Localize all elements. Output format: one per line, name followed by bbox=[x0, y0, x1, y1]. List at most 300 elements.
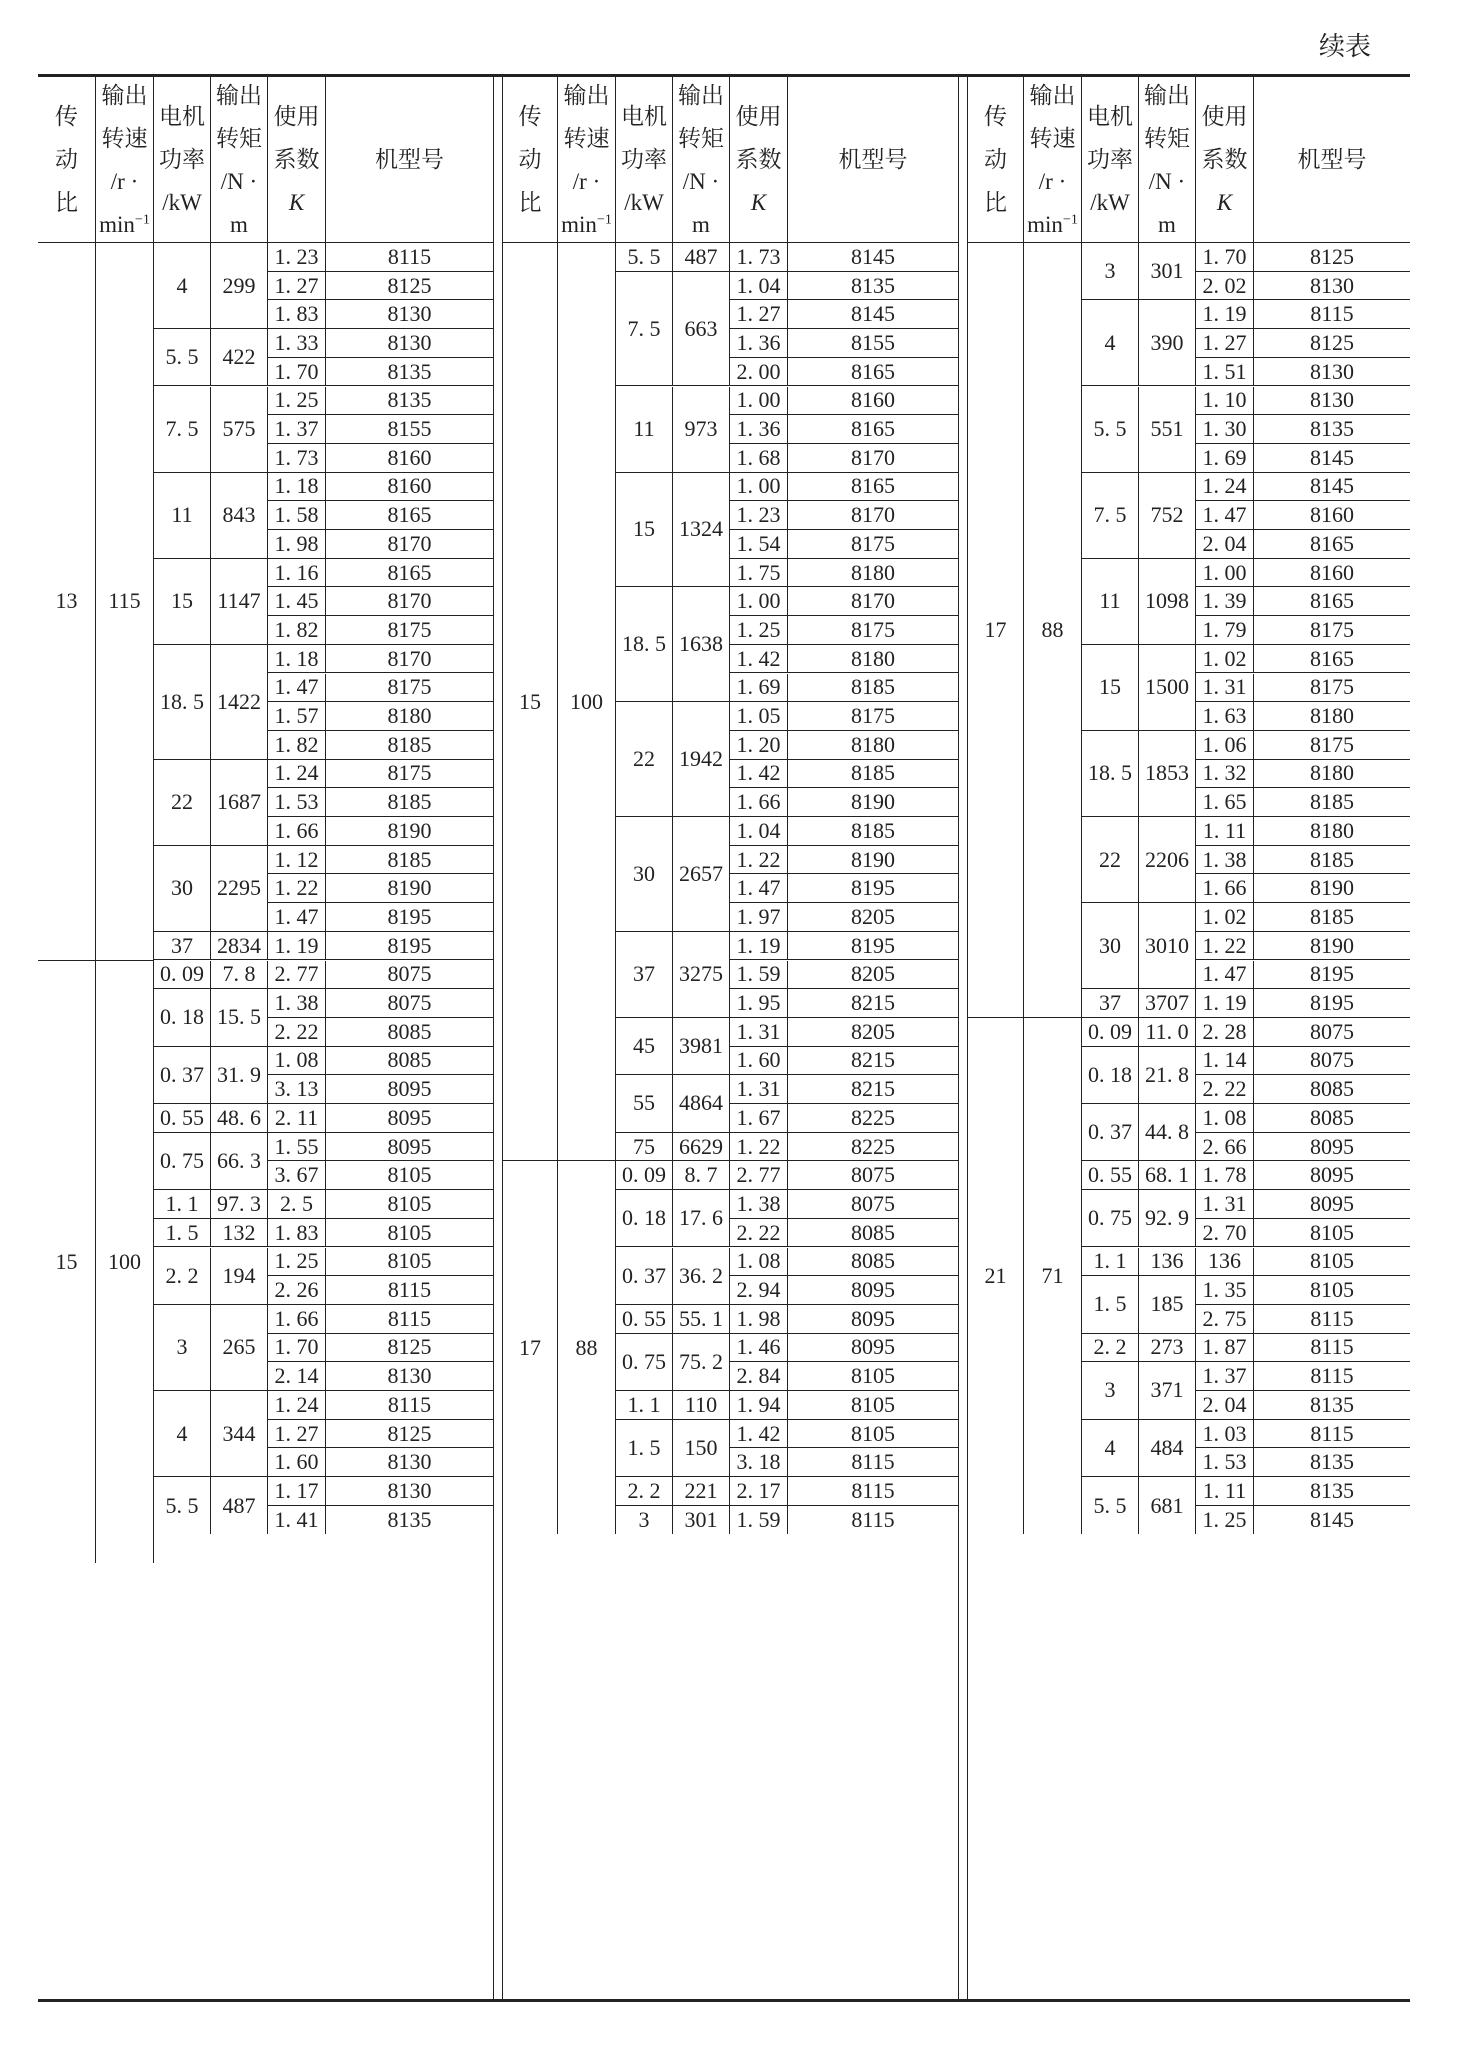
factor-cell: 1. 31 bbox=[1196, 1190, 1254, 1219]
torque-cell: 1687 bbox=[211, 760, 268, 846]
model-cell: 8165 bbox=[788, 473, 958, 502]
model-cell: 8085 bbox=[1254, 1104, 1410, 1133]
factor-cell: 2. 94 bbox=[730, 1276, 788, 1305]
factor-cell: 1. 47 bbox=[268, 674, 326, 703]
factor-cell: 1. 73 bbox=[730, 243, 788, 272]
power-cell: 3 bbox=[616, 1506, 673, 1535]
factor-cell: 1. 25 bbox=[268, 387, 326, 416]
model-cell: 8195 bbox=[326, 903, 493, 932]
ratio-cell: 15 bbox=[38, 961, 96, 1564]
factor-cell: 1. 73 bbox=[268, 444, 326, 473]
model-cell: 8165 bbox=[1254, 530, 1410, 559]
factor-cell: 1. 47 bbox=[1196, 961, 1254, 990]
factor-cell: 1. 17 bbox=[268, 1477, 326, 1506]
power-cell: 22 bbox=[1082, 817, 1139, 903]
factor-cell: 1. 78 bbox=[1196, 1161, 1254, 1190]
header-factor: 使用 系数 K bbox=[1196, 77, 1254, 243]
model-cell: 8195 bbox=[1254, 989, 1410, 1018]
torque-cell: 132 bbox=[211, 1219, 268, 1248]
power-cell: 11 bbox=[1082, 559, 1139, 645]
model-cell: 8115 bbox=[1254, 1362, 1410, 1391]
factor-cell: 1. 05 bbox=[730, 702, 788, 731]
factor-cell: 2. 77 bbox=[268, 961, 326, 990]
header-ratio: 传 动 比 bbox=[503, 77, 558, 243]
model-cell: 8130 bbox=[326, 1477, 493, 1506]
model-cell: 8175 bbox=[326, 760, 493, 789]
torque-cell: 7. 8 bbox=[211, 961, 268, 990]
model-cell: 8155 bbox=[788, 329, 958, 358]
model-cell: 8115 bbox=[1254, 300, 1410, 329]
model-cell: 8175 bbox=[788, 616, 958, 645]
model-cell: 8095 bbox=[326, 1104, 493, 1133]
model-cell: 8135 bbox=[326, 387, 493, 416]
model-cell: 8085 bbox=[326, 1018, 493, 1047]
model-cell: 8185 bbox=[326, 788, 493, 817]
model-cell: 8105 bbox=[326, 1248, 493, 1277]
factor-cell: 1. 83 bbox=[268, 1219, 326, 1248]
model-cell: 8160 bbox=[326, 473, 493, 502]
torque-cell: 2657 bbox=[673, 817, 730, 932]
factor-cell: 1. 02 bbox=[1196, 903, 1254, 932]
model-cell: 8180 bbox=[788, 731, 958, 760]
factor-cell: 1. 98 bbox=[730, 1305, 788, 1334]
factor-cell: 2. 02 bbox=[1196, 272, 1254, 301]
power-cell: 3 bbox=[1082, 243, 1139, 300]
model-cell: 8075 bbox=[788, 1161, 958, 1190]
model-cell: 8115 bbox=[1254, 1420, 1410, 1449]
model-cell: 8170 bbox=[326, 645, 493, 674]
model-cell: 8115 bbox=[326, 1391, 493, 1420]
torque-cell: 4864 bbox=[673, 1075, 730, 1132]
model-cell: 8215 bbox=[788, 1075, 958, 1104]
power-cell: 0. 75 bbox=[1082, 1190, 1139, 1247]
power-cell: 11 bbox=[154, 473, 211, 559]
factor-cell: 1. 06 bbox=[1196, 731, 1254, 760]
torque-cell: 44. 8 bbox=[1139, 1104, 1196, 1161]
header-power: 电机 功率 /kW bbox=[1082, 77, 1139, 243]
torque-cell: 185 bbox=[1139, 1276, 1196, 1333]
factor-cell: 1. 35 bbox=[1196, 1276, 1254, 1305]
torque-cell: 75. 2 bbox=[673, 1334, 730, 1391]
factor-cell: 1. 94 bbox=[730, 1391, 788, 1420]
factor-cell: 1. 95 bbox=[730, 989, 788, 1018]
factor-cell: 1. 00 bbox=[730, 473, 788, 502]
model-cell: 8180 bbox=[788, 645, 958, 674]
factor-cell: 1. 42 bbox=[730, 1420, 788, 1449]
factor-cell: 1. 66 bbox=[268, 1305, 326, 1334]
model-cell: 8170 bbox=[788, 587, 958, 616]
factor-cell: 1. 16 bbox=[268, 559, 326, 588]
factor-cell: 1. 55 bbox=[268, 1133, 326, 1162]
model-cell: 8095 bbox=[788, 1334, 958, 1363]
factor-cell: 1. 67 bbox=[730, 1104, 788, 1133]
factor-cell: 1. 00 bbox=[1196, 559, 1254, 588]
model-cell: 8095 bbox=[326, 1133, 493, 1162]
power-cell: 0. 37 bbox=[616, 1248, 673, 1305]
speed-cell: 71 bbox=[1024, 1018, 1082, 1535]
model-cell: 8130 bbox=[326, 329, 493, 358]
model-cell: 8185 bbox=[326, 731, 493, 760]
model-cell: 8075 bbox=[1254, 1018, 1410, 1047]
power-cell: 4 bbox=[1082, 1420, 1139, 1477]
model-cell: 8205 bbox=[788, 961, 958, 990]
torque-cell: 301 bbox=[673, 1506, 730, 1535]
factor-cell: 1. 45 bbox=[268, 587, 326, 616]
model-cell: 8130 bbox=[326, 300, 493, 329]
power-cell: 30 bbox=[154, 846, 211, 932]
power-cell: 5. 5 bbox=[1082, 387, 1139, 473]
factor-cell: 1. 70 bbox=[1196, 243, 1254, 272]
header-power: 电机 功率 /kW bbox=[616, 77, 673, 243]
power-cell: 5. 5 bbox=[154, 1477, 211, 1534]
power-cell: 22 bbox=[616, 702, 673, 817]
torque-cell: 17. 6 bbox=[673, 1190, 730, 1247]
power-cell: 55 bbox=[616, 1075, 673, 1132]
factor-cell: 1. 51 bbox=[1196, 358, 1254, 387]
torque-cell: 11. 0 bbox=[1139, 1018, 1196, 1047]
torque-cell: 422 bbox=[211, 329, 268, 386]
model-cell: 8215 bbox=[788, 989, 958, 1018]
model-cell: 8130 bbox=[326, 1448, 493, 1477]
model-cell: 8160 bbox=[788, 387, 958, 416]
model-cell: 8165 bbox=[788, 358, 958, 387]
model-cell: 8175 bbox=[1254, 731, 1410, 760]
factor-cell: 1. 25 bbox=[1196, 1506, 1254, 1535]
model-cell: 8175 bbox=[788, 702, 958, 731]
model-cell: 8225 bbox=[788, 1104, 958, 1133]
model-cell: 8170 bbox=[788, 444, 958, 473]
header-model: 机型号 bbox=[1254, 77, 1410, 243]
header-speed: 输出 转速 /r · $\min^{-1}$ bbox=[1024, 77, 1082, 243]
torque-cell: 265 bbox=[211, 1305, 268, 1391]
header-factor: 使用 系数 K bbox=[730, 77, 788, 243]
factor-cell: 1. 53 bbox=[268, 788, 326, 817]
model-cell: 8165 bbox=[1254, 587, 1410, 616]
torque-cell: 55. 1 bbox=[673, 1305, 730, 1334]
header-torque: 输出 转矩 /N · m bbox=[211, 77, 268, 243]
factor-cell: 1. 58 bbox=[268, 501, 326, 530]
ratio-cell: 17 bbox=[503, 1161, 558, 1534]
model-cell: 8135 bbox=[326, 358, 493, 387]
factor-cell: 2. 22 bbox=[1196, 1075, 1254, 1104]
power-cell: 0. 55 bbox=[616, 1305, 673, 1334]
factor-cell: 1. 97 bbox=[730, 903, 788, 932]
factor-cell: 1. 22 bbox=[730, 846, 788, 875]
power-cell: 2. 2 bbox=[154, 1248, 211, 1305]
power-cell: 0. 18 bbox=[154, 989, 211, 1046]
power-cell: 37 bbox=[154, 932, 211, 961]
factor-cell: 1. 69 bbox=[1196, 444, 1254, 473]
model-cell: 8130 bbox=[326, 1362, 493, 1391]
model-cell: 8185 bbox=[788, 674, 958, 703]
model-cell: 8190 bbox=[788, 846, 958, 875]
header-model: 机型号 bbox=[326, 77, 493, 243]
torque-cell: 273 bbox=[1139, 1334, 1196, 1363]
factor-cell: 1. 36 bbox=[730, 415, 788, 444]
torque-cell: 6629 bbox=[673, 1133, 730, 1162]
header-ratio: 传 动 比 bbox=[38, 77, 96, 243]
power-cell: 0. 09 bbox=[616, 1161, 673, 1190]
model-cell: 8190 bbox=[326, 874, 493, 903]
torque-cell: 575 bbox=[211, 387, 268, 473]
model-cell: 8105 bbox=[326, 1190, 493, 1219]
model-cell: 8105 bbox=[326, 1219, 493, 1248]
model-cell: 8185 bbox=[788, 760, 958, 789]
power-cell: 3 bbox=[154, 1305, 211, 1391]
factor-cell: 1. 31 bbox=[730, 1075, 788, 1104]
model-cell: 8225 bbox=[788, 1133, 958, 1162]
torque-cell: 487 bbox=[211, 1477, 268, 1534]
model-cell: 8160 bbox=[326, 444, 493, 473]
torque-cell: 3981 bbox=[673, 1018, 730, 1075]
factor-cell: 3. 13 bbox=[268, 1075, 326, 1104]
factor-cell: 1. 38 bbox=[268, 989, 326, 1018]
factor-cell: 1. 04 bbox=[730, 817, 788, 846]
torque-cell: 36. 2 bbox=[673, 1248, 730, 1305]
factor-cell: 3. 67 bbox=[268, 1161, 326, 1190]
model-cell: 8175 bbox=[788, 530, 958, 559]
torque-cell: 344 bbox=[211, 1391, 268, 1477]
model-cell: 8105 bbox=[788, 1391, 958, 1420]
speed-cell: 100 bbox=[558, 243, 616, 1161]
header-torque: 输出 转矩 /N · m bbox=[1139, 77, 1196, 243]
torque-cell: 48. 6 bbox=[211, 1104, 268, 1133]
factor-cell: 1. 66 bbox=[1196, 874, 1254, 903]
power-cell: 45 bbox=[616, 1018, 673, 1075]
torque-cell: 136 bbox=[1139, 1248, 1196, 1277]
torque-cell: 221 bbox=[673, 1477, 730, 1506]
factor-cell: 1. 19 bbox=[1196, 989, 1254, 1018]
model-cell: 8155 bbox=[326, 415, 493, 444]
factor-cell: 3. 18 bbox=[730, 1448, 788, 1477]
power-cell: 11 bbox=[616, 387, 673, 473]
factor-cell: 1. 66 bbox=[730, 788, 788, 817]
factor-cell: 2. 14 bbox=[268, 1362, 326, 1391]
torque-cell: 371 bbox=[1139, 1362, 1196, 1419]
torque-cell: 1422 bbox=[211, 645, 268, 760]
factor-cell: 1. 24 bbox=[1196, 473, 1254, 502]
factor-cell: 1. 27 bbox=[730, 300, 788, 329]
factor-cell: 1. 47 bbox=[268, 903, 326, 932]
speed-cell: 115 bbox=[96, 243, 154, 961]
factor-cell: 1. 27 bbox=[268, 1420, 326, 1449]
power-cell: 15 bbox=[154, 559, 211, 645]
model-cell: 8115 bbox=[326, 243, 493, 272]
factor-cell: 1. 03 bbox=[1196, 1420, 1254, 1449]
continuation-label: 续表 bbox=[1318, 32, 1371, 61]
torque-cell: 92. 9 bbox=[1139, 1190, 1196, 1247]
factor-cell: 2. 17 bbox=[730, 1477, 788, 1506]
model-cell: 8195 bbox=[1254, 961, 1410, 990]
power-cell: 7. 5 bbox=[616, 272, 673, 387]
factor-cell: 1. 22 bbox=[268, 874, 326, 903]
model-cell: 8165 bbox=[326, 501, 493, 530]
model-cell: 8180 bbox=[788, 559, 958, 588]
torque-cell: 31. 9 bbox=[211, 1047, 268, 1104]
ratio-cell: 17 bbox=[968, 243, 1024, 1018]
factor-cell: 1. 65 bbox=[1196, 788, 1254, 817]
factor-cell: 1. 53 bbox=[1196, 1448, 1254, 1477]
power-cell: 0. 18 bbox=[616, 1190, 673, 1247]
power-cell: 1. 5 bbox=[1082, 1276, 1139, 1333]
model-cell: 8135 bbox=[1254, 1448, 1410, 1477]
factor-cell: 1. 32 bbox=[1196, 760, 1254, 789]
power-cell: 18. 5 bbox=[154, 645, 211, 760]
model-cell: 8135 bbox=[1254, 1391, 1410, 1420]
factor-cell: 1. 79 bbox=[1196, 616, 1254, 645]
power-cell: 0. 55 bbox=[154, 1104, 211, 1133]
speed-cell: 100 bbox=[96, 961, 154, 1564]
power-cell: 0. 09 bbox=[1082, 1018, 1139, 1047]
table-group-1 bbox=[38, 77, 493, 1999]
torque-cell: 3010 bbox=[1139, 903, 1196, 989]
header-model: 机型号 bbox=[788, 77, 958, 243]
factor-cell: 1. 68 bbox=[730, 444, 788, 473]
factor-cell: 1. 25 bbox=[730, 616, 788, 645]
model-cell: 8115 bbox=[851, 1507, 895, 1533]
model-cell: 8185 bbox=[1254, 788, 1410, 817]
factor-cell: 1. 04 bbox=[730, 272, 788, 301]
power-cell: 3 bbox=[1082, 1362, 1139, 1419]
factor-cell: 1. 02 bbox=[1196, 645, 1254, 674]
header-speed: 输出 转速 /r · $\min^{-1}$ bbox=[96, 77, 154, 243]
model-cell: 8135 bbox=[387, 1507, 432, 1533]
speed-cell: 88 bbox=[558, 1161, 616, 1534]
factor-cell: 1. 41 bbox=[268, 1506, 326, 1535]
torque-cell: 110 bbox=[673, 1391, 730, 1420]
power-cell: 7. 5 bbox=[1082, 473, 1139, 559]
model-cell: 8105 bbox=[1254, 1219, 1410, 1248]
power-cell: 7. 5 bbox=[154, 387, 211, 473]
torque-cell: 2834 bbox=[211, 932, 268, 961]
factor-cell: 1. 25 bbox=[268, 1248, 326, 1277]
power-cell: 0. 09 bbox=[154, 961, 211, 990]
power-cell: 0. 75 bbox=[616, 1334, 673, 1391]
model-cell: 8075 bbox=[788, 1190, 958, 1219]
torque-cell: 2295 bbox=[211, 846, 268, 932]
model-cell: 8175 bbox=[1254, 674, 1410, 703]
factor-cell: 1. 42 bbox=[730, 645, 788, 674]
model-cell: 8175 bbox=[326, 616, 493, 645]
model-cell: 8180 bbox=[326, 702, 493, 731]
power-cell: 37 bbox=[616, 932, 673, 1018]
factor-cell: 1. 38 bbox=[1196, 846, 1254, 875]
ratio-cell: 15 bbox=[503, 243, 558, 1161]
torque-cell: 487 bbox=[673, 243, 730, 272]
torque-cell: 194 bbox=[211, 1248, 268, 1305]
power-cell: 5. 5 bbox=[154, 329, 211, 386]
factor-cell: 1. 08 bbox=[268, 1047, 326, 1076]
torque-cell: 1147 bbox=[211, 559, 268, 645]
model-cell: 8115 bbox=[1254, 1305, 1410, 1334]
model-cell: 8175 bbox=[1254, 616, 1410, 645]
torque-cell: 2206 bbox=[1139, 817, 1196, 903]
factor-cell: 2. 84 bbox=[730, 1362, 788, 1391]
model-cell: 8160 bbox=[1254, 501, 1410, 530]
factor-cell: 2. 04 bbox=[1196, 530, 1254, 559]
power-cell: 30 bbox=[616, 817, 673, 932]
model-cell: 8125 bbox=[326, 1334, 493, 1363]
model-cell: 8170 bbox=[788, 501, 958, 530]
model-cell: 8075 bbox=[1254, 1047, 1410, 1076]
group-separator bbox=[958, 77, 968, 1999]
model-cell: 8125 bbox=[1254, 243, 1410, 272]
torque-cell: 681 bbox=[1139, 1477, 1196, 1534]
torque-cell: 3275 bbox=[673, 932, 730, 1018]
model-cell: 8190 bbox=[1254, 874, 1410, 903]
torque-cell: 551 bbox=[1139, 387, 1196, 473]
model-cell: 8170 bbox=[326, 587, 493, 616]
factor-cell: 1. 27 bbox=[268, 272, 326, 301]
model-cell: 8130 bbox=[1254, 358, 1410, 387]
model-cell: 8135 bbox=[1254, 1477, 1410, 1506]
factor-cell: 1. 38 bbox=[730, 1190, 788, 1219]
model-cell: 8125 bbox=[326, 1420, 493, 1449]
model-cell: 8105 bbox=[1254, 1248, 1410, 1277]
power-cell: 2. 2 bbox=[1082, 1334, 1139, 1363]
factor-cell: 1. 75 bbox=[730, 559, 788, 588]
factor-cell: 2. 04 bbox=[1196, 1391, 1254, 1420]
power-cell: 4 bbox=[154, 243, 211, 329]
factor-cell: 1. 08 bbox=[1196, 1104, 1254, 1133]
power-cell: 0. 18 bbox=[1082, 1047, 1139, 1104]
power-cell: 30 bbox=[1082, 903, 1139, 989]
model-cell: 8165 bbox=[1254, 645, 1410, 674]
torque-cell: 150 bbox=[673, 1420, 730, 1477]
factor-cell: 2. 22 bbox=[268, 1018, 326, 1047]
model-cell: 8095 bbox=[1254, 1161, 1410, 1190]
factor-cell: 1. 83 bbox=[268, 300, 326, 329]
model-cell: 8125 bbox=[326, 272, 493, 301]
model-cell: 8105 bbox=[788, 1362, 958, 1391]
factor-cell: 2. 11 bbox=[268, 1104, 326, 1133]
model-cell: 8115 bbox=[326, 1276, 493, 1305]
torque-cell: 301 bbox=[1139, 243, 1196, 300]
factor-cell: 1. 14 bbox=[1196, 1047, 1254, 1076]
model-cell: 8095 bbox=[788, 1305, 958, 1334]
factor-cell: 2. 77 bbox=[730, 1161, 788, 1190]
power-cell: 0. 37 bbox=[1082, 1104, 1139, 1161]
factor-cell: 1. 37 bbox=[268, 415, 326, 444]
model-cell: 8115 bbox=[326, 1305, 493, 1334]
model-cell: 8190 bbox=[1254, 932, 1410, 961]
ratio-cell: 21 bbox=[968, 1018, 1024, 1535]
factor-cell: 1. 47 bbox=[730, 874, 788, 903]
torque-cell: 21. 8 bbox=[1139, 1047, 1196, 1104]
ratio-cell: 13 bbox=[38, 243, 96, 961]
model-cell: 8145 bbox=[1254, 473, 1410, 502]
power-cell: 2. 2 bbox=[616, 1477, 673, 1506]
factor-cell: 1. 57 bbox=[268, 702, 326, 731]
torque-cell: 299 bbox=[211, 243, 268, 329]
factor-cell: 1. 70 bbox=[268, 1334, 326, 1363]
factor-cell: 1. 11 bbox=[1196, 817, 1254, 846]
factor-cell: 1. 33 bbox=[268, 329, 326, 358]
model-cell: 8215 bbox=[788, 1047, 958, 1076]
power-cell: 5. 5 bbox=[1082, 1477, 1139, 1534]
model-cell: 8185 bbox=[1254, 846, 1410, 875]
factor-cell: 1. 30 bbox=[1196, 415, 1254, 444]
power-cell: 0. 75 bbox=[154, 1133, 211, 1190]
factor-cell: 136 bbox=[1196, 1248, 1254, 1277]
factor-cell: 1. 23 bbox=[268, 243, 326, 272]
model-cell: 8105 bbox=[788, 1420, 958, 1449]
factor-cell: 1. 39 bbox=[1196, 587, 1254, 616]
group-separator bbox=[493, 77, 503, 1999]
model-cell: 8095 bbox=[326, 1075, 493, 1104]
factor-cell: 1. 10 bbox=[1196, 387, 1254, 416]
power-cell: 37 bbox=[1082, 989, 1139, 1018]
